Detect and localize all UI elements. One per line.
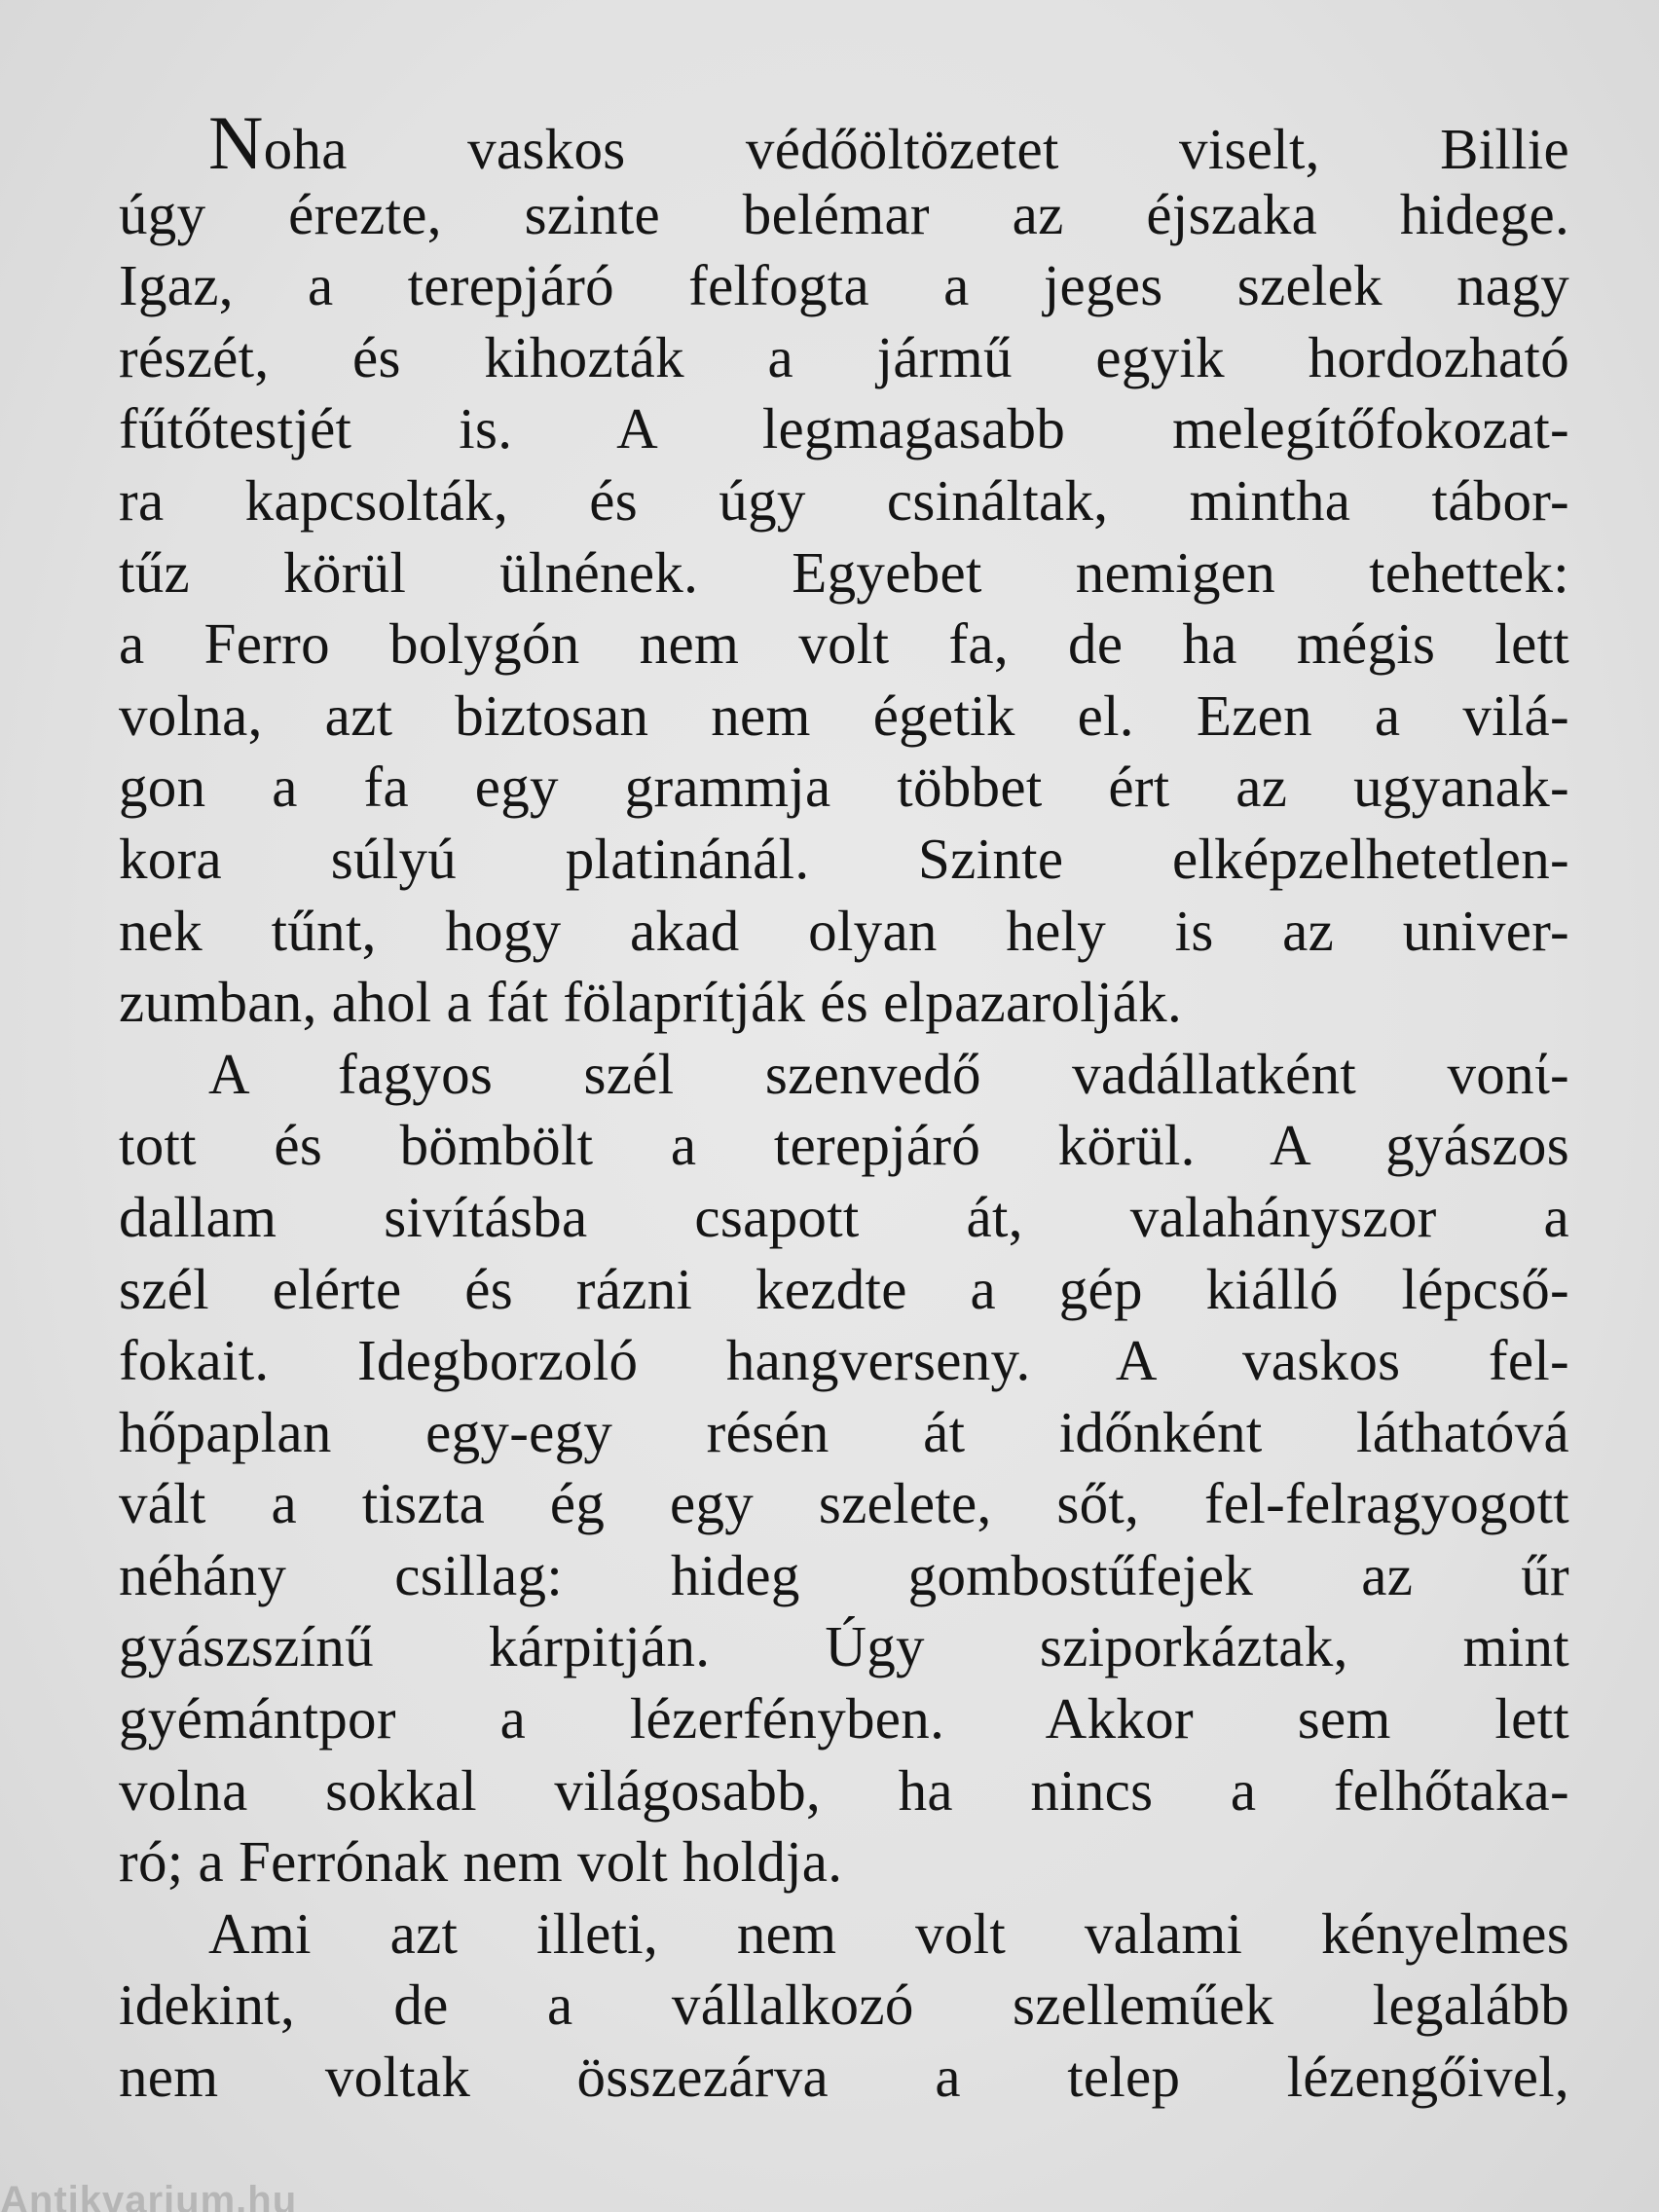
text-line: részét, és kihozták a jármű egyik hordozható	[119, 324, 1569, 389]
text-line: a Ferro bolygón nem volt fa, de ha mégis lett	[119, 611, 1569, 677]
text-line: A fagyos szél szenvedő vadállatként vonί-	[208, 1041, 1569, 1106]
text-line: hőpaplan egy-egy résén át időnként láthatóvá	[119, 1399, 1569, 1464]
text-line: volna, azt biztosan nem égetik el. Ezen a vilá-	[119, 682, 1569, 748]
text-line: volna sokkal világosabb, ha nincs a felhőtaka-	[119, 1757, 1569, 1823]
text-line: nem voltak összezárva a telep lézengőivel,	[119, 2045, 1569, 2110]
text-line: ra kapcsolták, és úgy csináltak, mintha tábor-	[119, 467, 1569, 533]
text-line: fokait. Idegborzoló hangverseny. A vaskos fel-	[119, 1328, 1569, 1393]
text-line: dallam sivításba csapott át, valahányszor a	[119, 1184, 1569, 1249]
text-line: tűz körül ülnének. Egyebet nemigen tehettek:	[119, 539, 1569, 605]
text-line: idekint, de a vállalkozó szelleműek legalább	[119, 1972, 1569, 2038]
text-line: Ami azt illeti, nem volt valami kényelmes	[208, 1900, 1569, 1966]
watermark: Antikvarium.hu	[0, 2179, 298, 2212]
text-line: vált a tiszta ég egy szelete, sőt, fel-felragyogott	[119, 1471, 1569, 1536]
drop-cap: N	[208, 100, 264, 185]
page-text	[119, 100, 1569, 2114]
text-line: zumban, ahol a fát fölaprítják és elpazarolják.	[119, 970, 1183, 1035]
text-line: szél elérte és rázni kezdte a gép kiálló lépcső-	[119, 1256, 1569, 1321]
text-line: fűtőtestjét is. A legmagasabb melegítőfokozat-	[119, 396, 1569, 461]
text-line: néhány csillag: hideg gombostűfejek az űr	[119, 1542, 1569, 1607]
text-line: ró; a Ferrónak nem volt holdja.	[119, 1829, 843, 1895]
text-line: gyászszínű kárpitján. Úgy sziporkáztak, mint	[119, 1614, 1569, 1679]
text-line: Igaz, a terepjáró felfogta a jeges szelek nagy	[119, 253, 1569, 318]
text-line: kora súlyú platinánál. Szinte elképzelhetetlen-	[119, 826, 1569, 891]
text-line: Noha vaskos védőöltözetet viselt, Billie	[208, 100, 1569, 185]
text-line: nek tűnt, hogy akad olyan hely is az univer-	[119, 898, 1569, 963]
text-line: gon a fa egy grammja többet ért az ugyanak-	[119, 755, 1569, 820]
text-line: úgy érezte, szinte belémar az éjszaka hidege.	[119, 181, 1569, 246]
text-line: gyémántpor a lézerfényben. Akkor sem lett	[119, 1686, 1569, 1751]
text-line: tott és bömbölt a terepjáró körül. A gyászos	[119, 1113, 1569, 1178]
